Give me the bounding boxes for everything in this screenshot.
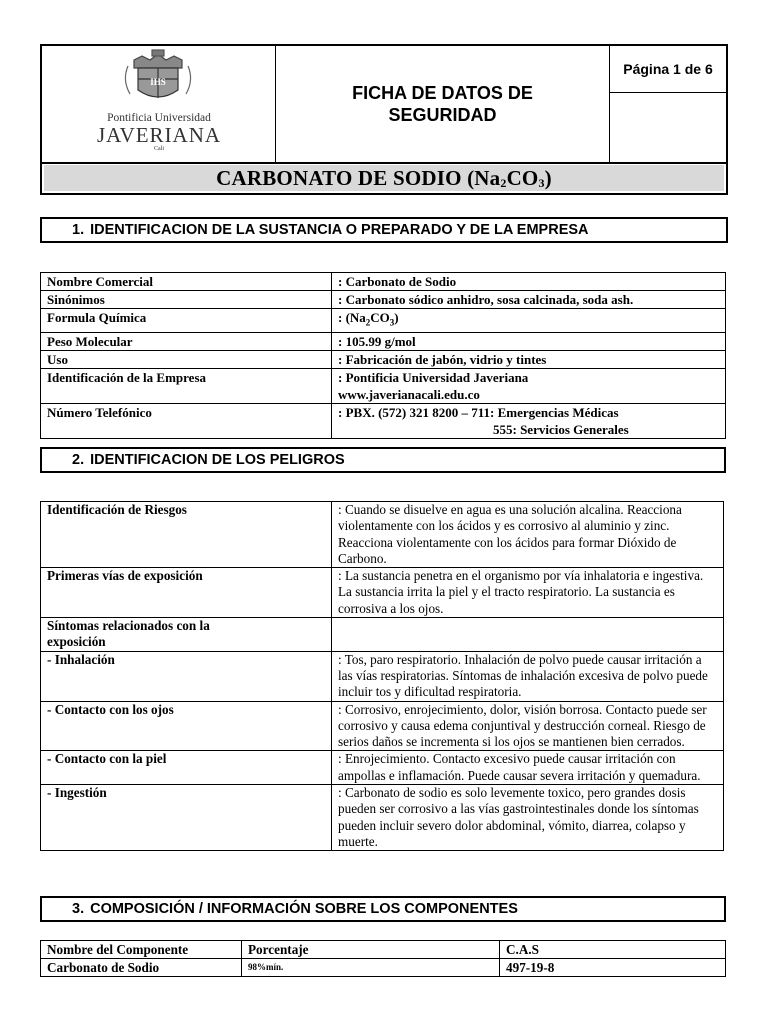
section-2-header [40,447,726,473]
row-label: Sinónimos [41,291,332,309]
section-3-title: COMPOSICIÓN / INFORMACIÓN SOBRE LOS COMPONENTES [90,901,518,917]
section-2-title: IDENTIFICACION DE LOS PELIGROS [90,452,345,468]
table-row [41,959,726,977]
row-label: Síntomas relacionados con la exposición [41,618,332,652]
row-label: Identificación de la Empresa [41,368,332,403]
company-website-link[interactable]: www.javerianacali.edu.co [338,386,480,402]
row-value: : PBX. (572) 321 8200 – 711: Emergencias Médicas 555: Servicios Generales [332,403,726,438]
section-1-title: IDENTIFICACION DE LA SUSTANCIA O PREPARADO Y DE LA EMPRESA [90,222,589,238]
table-row [41,651,724,701]
column-header: Porcentaje [242,941,500,959]
table-row [41,618,724,652]
row-value: : Carbonato de Sodio [332,273,726,291]
column-header: C.A.S [500,941,726,959]
row-label: Número Telefónico [41,403,332,438]
section-3-number: 3. [72,901,85,917]
row-value: : Cuando se disuelve en agua es una solución alcalina. Reacciona violentamente con los ácidos y es corrosivo al aluminio y zinc. Reacciona violentamente con los ácidos para formar Dióxido de Carbono. [332,502,724,568]
table-row [41,350,726,368]
table-row [41,403,726,438]
row-label: - Contacto con la piel [41,751,332,785]
product-name: CARBONATO DE SODIO $(Na_2CO_3)$ [216,165,552,190]
component-percent: 98%mín. [242,959,500,977]
document-title: FICHA DE DATOS DE SEGURIDAD [352,83,533,125]
hazards-table [40,501,724,851]
row-label: - Ingestión [41,785,332,851]
section-2-number: 2. [72,452,85,468]
row-value: : La sustancia penetra en el organismo por vía inhalatoria e ingestiva. La sustancia irrita la piel y el tracto respiratorio. La sustancia es corrosiva a los ojos. [332,568,724,618]
row-value: : 105.99 g/mol [332,332,726,350]
institution-line3: Cali [154,146,164,152]
table-row [41,309,726,333]
component-cas: 497-19-8 [500,959,726,977]
row-value: : Enrojecimiento. Contacto excesivo puede causar irritación con ampollas e inflamación. Puede causar severa irritación y quemadura. [332,751,724,785]
row-label: Formula Química [41,309,332,333]
section-1-number: 1. [72,222,85,238]
table-row [41,568,724,618]
document-title-cell [276,46,610,162]
product-title-bar [44,165,724,191]
section-1-header [40,217,728,243]
section-3-header [40,896,726,922]
page-indicator [610,46,726,93]
row-value: : Carbonato sódico anhidro, sosa calcinada, soda ash. [332,291,726,309]
row-label: Peso Molecular [41,332,332,350]
institution-line1: Pontificia Universidad [107,112,211,124]
row-label: - Inhalación [41,651,332,701]
column-header: Nombre del Componente [41,941,242,959]
row-value: : Carbonato de sodio es solo levemente toxico, pero grandes dosis pueden ser corrosivo a las vías gastrointestinales donde los síntomas pueden incluir severo dolor abdominal, vómito, diarrea, colapso y muerte. [332,785,724,851]
row-value: : Fabricación de jabón, vidrio y tintes [332,350,726,368]
header-divider [42,162,726,164]
table-row [41,701,724,751]
table-row [41,291,726,309]
table-row [41,502,724,568]
row-value [332,618,724,652]
row-label: Identificación de Riesgos [41,502,332,568]
row-label: Primeras vías de exposición [41,568,332,618]
row-label: - Contacto con los ojos [41,701,332,751]
page-label: Página 1 de 6 [623,61,713,77]
table-row [41,368,726,403]
table-row [41,273,726,291]
row-value: : $(Na_2CO_3)$ [332,309,726,333]
table-row [41,332,726,350]
identification-table [40,272,726,439]
table-header-row [41,941,726,959]
logo-cell [42,46,276,162]
institution-line2: JAVERIANA [96,123,222,147]
row-value: : Pontificia Universidad Javeriana www.javerianacali.edu.co [332,368,726,403]
row-value: : Tos, paro respiratorio. Inhalación de polvo puede causar irritación a las vías respiratorias. Síntomas de inhalación excesiva de polvo puede incluir tos y dificultad respiratoria. [332,651,724,701]
composition-table [40,940,726,977]
svg-text:IHS: IHS [150,77,166,87]
row-label: Nombre Comercial [41,273,332,291]
table-row [41,785,724,851]
table-row [41,751,724,785]
row-label: Uso [41,350,332,368]
component-name: Carbonato de Sodio [41,959,242,977]
row-value: : Corrosivo, enrojecimiento, dolor, visión borrosa. Contacto puede ser corrosivo y causa edema conjuntival y destrucción corneal. Riesgo de serios daños se incrementa si los ojos se mantienen bien cerrados. [332,701,724,751]
